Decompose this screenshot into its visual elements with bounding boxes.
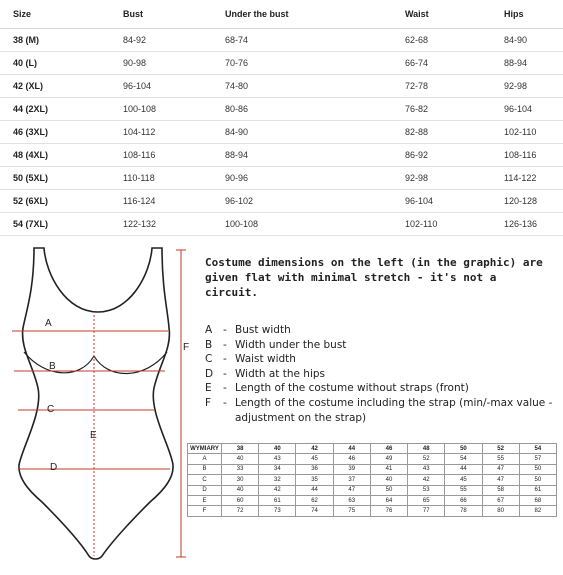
size-cell: 50 (5XL) (0, 166, 110, 189)
dimensions-cell: 36 (296, 464, 333, 474)
dimensions-cell: 42 (408, 475, 445, 485)
dimensions-cell: 41 (370, 464, 407, 474)
legend-key: F (205, 396, 212, 409)
legend-key: E (205, 382, 212, 395)
dimensions-cell: 47 (482, 475, 519, 485)
label-f: F (183, 342, 190, 353)
dimensions-header-cell: 46 (370, 444, 407, 454)
legend-key: C (205, 353, 213, 366)
dimensions-cell: 65 (408, 495, 445, 505)
size-cell: 96-104 (110, 74, 212, 97)
dimensions-cell: 53 (408, 485, 445, 495)
dimensions-row (188, 475, 557, 485)
size-row (0, 28, 563, 51)
legend-dash: - (223, 324, 227, 336)
cup-seam (24, 352, 167, 374)
dimensions-cell: 47 (482, 464, 519, 474)
size-cell: 90-96 (212, 166, 392, 189)
dimensions-cell: F (188, 506, 222, 516)
size-cell: 88-94 (491, 51, 563, 74)
size-cell: 86-92 (392, 143, 491, 166)
dimensions-cell: D (188, 485, 222, 495)
legend-key: B (205, 338, 213, 351)
header-waist: Waist (392, 0, 491, 28)
size-cell: 96-104 (491, 97, 563, 120)
dimensions-row (188, 506, 557, 516)
legend-text: Waist width (235, 353, 296, 366)
dimensions-cell: 55 (445, 485, 482, 495)
dimensions-table (187, 443, 557, 517)
size-cell: 96-102 (212, 189, 392, 212)
size-cell: 100-108 (212, 212, 392, 235)
dimensions-cell: 42 (259, 485, 296, 495)
size-row (0, 189, 563, 212)
size-row (0, 120, 563, 143)
dimensions-cell: 57 (519, 454, 556, 464)
dimensions-cell: 30 (222, 475, 259, 485)
size-cell: 102-110 (392, 212, 491, 235)
dimensions-cell: 49 (370, 454, 407, 464)
size-cell: 116-124 (110, 189, 212, 212)
dimensions-row (188, 495, 557, 505)
size-cell: 52 (6XL) (0, 189, 110, 212)
dimensions-header-cell: 54 (519, 444, 556, 454)
size-cell: 120-128 (491, 189, 563, 212)
dimensions-cell: 76 (370, 506, 407, 516)
size-cell: 54 (7XL) (0, 212, 110, 235)
dimensions-cell: 55 (482, 454, 519, 464)
dimensions-cell: 34 (259, 464, 296, 474)
dimensions-cell: 61 (519, 485, 556, 495)
dimensions-cell: 39 (333, 464, 370, 474)
size-row (0, 74, 563, 97)
dimensions-cell: E (188, 495, 222, 505)
size-row (0, 212, 563, 235)
dimensions-cell: 50 (519, 464, 556, 474)
dimensions-cell: 60 (222, 495, 259, 505)
size-cell: 126-136 (491, 212, 563, 235)
label-b: B (49, 361, 56, 372)
dimensions-cell: 35 (296, 475, 333, 485)
size-cell: 108-116 (110, 143, 212, 166)
legend-dash: - (223, 367, 227, 380)
size-cell: 84-90 (491, 28, 563, 51)
dimensions-cell: 37 (333, 475, 370, 485)
size-cell: 70-76 (212, 51, 392, 74)
dimensions-header-cell: 52 (482, 444, 519, 454)
header-under-bust: Under the bust (212, 0, 392, 28)
dimensions-cell: 46 (333, 454, 370, 464)
dimensions-cell: 61 (259, 495, 296, 505)
size-cell: 38 (M) (0, 28, 110, 51)
dimensions-header-cell: 42 (296, 444, 333, 454)
dimensions-cell: 44 (445, 464, 482, 474)
dimensions-cell: A (188, 454, 222, 464)
dimensions-row (188, 454, 557, 464)
dimensions-cell: 33 (222, 464, 259, 474)
size-cell: 100-108 (110, 97, 212, 120)
size-cell: 82-88 (392, 120, 491, 143)
dimensions-cell: 40 (222, 454, 259, 464)
dimensions-cell: 32 (259, 475, 296, 485)
dimensions-cell: 77 (408, 506, 445, 516)
size-cell: 44 (2XL) (0, 97, 110, 120)
size-chart-table (0, 0, 563, 236)
size-cell: 90-98 (110, 51, 212, 74)
label-a: A (45, 318, 52, 329)
size-row (0, 97, 563, 120)
dimensions-cell: 72 (222, 506, 259, 516)
legend-key: A (205, 324, 213, 336)
dimensions-cell: 43 (259, 454, 296, 464)
size-cell: 102-110 (491, 120, 563, 143)
dimensions-cell: 63 (333, 495, 370, 505)
size-cell: 96-104 (392, 189, 491, 212)
dimensions-header-cell: 38 (222, 444, 259, 454)
header-size: Size (0, 0, 110, 28)
size-cell: 114-122 (491, 166, 563, 189)
header-bust: Bust (110, 0, 212, 28)
dimensions-header-cell: WYMIARY (188, 444, 222, 454)
dimensions-cell: 74 (296, 506, 333, 516)
dimensions-row (188, 485, 557, 495)
dimensions-cell: B (188, 464, 222, 474)
dimensions-cell: 73 (259, 506, 296, 516)
dimensions-cell: 64 (370, 495, 407, 505)
legend-item (205, 367, 555, 382)
legend-text: Bust width (235, 324, 291, 336)
size-cell: 80-86 (212, 97, 392, 120)
legend-text: Width under the bust (235, 338, 347, 351)
dimensions-cell: 66 (445, 495, 482, 505)
dimensions-header-cell: 40 (259, 444, 296, 454)
size-cell: 88-94 (212, 143, 392, 166)
legend-text: Length of the costume without straps (front) (235, 382, 469, 395)
size-cell: 104-112 (110, 120, 212, 143)
dimensions-cell: 50 (370, 485, 407, 495)
size-cell: 72-78 (392, 74, 491, 97)
legend-key: D (205, 367, 214, 380)
label-e: E (90, 430, 97, 441)
size-cell: 84-92 (110, 28, 212, 51)
dimensions-cell: 43 (408, 464, 445, 474)
dimensions-cell: 47 (333, 485, 370, 495)
legend-item (205, 381, 555, 396)
dimensions-cell: 68 (519, 495, 556, 505)
size-row (0, 143, 563, 166)
caption-note: Costume dimensions on the left (in the graphic) are given flat with minimal stretch - it's not a circuit. (205, 256, 543, 299)
size-cell: 84-90 (212, 120, 392, 143)
size-cell: 68-74 (212, 28, 392, 51)
size-cell: 48 (4XL) (0, 143, 110, 166)
size-row (0, 51, 563, 74)
size-chart-header-row (0, 0, 563, 28)
dimensions-header-cell: 48 (408, 444, 445, 454)
dimensions-cell: 45 (445, 475, 482, 485)
size-cell: 66-74 (392, 51, 491, 74)
label-c: C (47, 404, 55, 415)
size-cell: 76-82 (392, 97, 491, 120)
legend-item (205, 323, 555, 338)
dimensions-cell: 82 (519, 506, 556, 516)
size-cell: 74-80 (212, 74, 392, 97)
dimensions-cell: C (188, 475, 222, 485)
legend-text: Length of the costume including the strap (min/-max value - adjustment on the strap) (235, 396, 553, 424)
dimensions-cell: 58 (482, 485, 519, 495)
dimensions-cell: 44 (296, 485, 333, 495)
dimensions-row (188, 464, 557, 474)
dimensions-cell: 50 (519, 475, 556, 485)
legend-item (205, 396, 555, 425)
label-d: D (50, 462, 58, 473)
dimensions-cell: 75 (333, 506, 370, 516)
swimsuit-diagram (0, 240, 200, 575)
dimensions-cell: 40 (370, 475, 407, 485)
dimensions-header-cell: 50 (445, 444, 482, 454)
dimensions-cell: 80 (482, 506, 519, 516)
dimensions-cell: 54 (445, 454, 482, 464)
dimensions-header-row (188, 444, 557, 454)
size-cell: 110-118 (110, 166, 212, 189)
legend-item (205, 352, 555, 367)
body-outline (19, 248, 173, 559)
size-cell: 122-132 (110, 212, 212, 235)
legend-dash: - (223, 382, 227, 395)
size-row (0, 166, 563, 189)
size-cell: 108-116 (491, 143, 563, 166)
size-cell: 92-98 (392, 166, 491, 189)
size-cell: 46 (3XL) (0, 120, 110, 143)
size-cell: 92-98 (491, 74, 563, 97)
dimensions-cell: 62 (296, 495, 333, 505)
size-cell: 42 (XL) (0, 74, 110, 97)
dimensions-cell: 52 (408, 454, 445, 464)
measurement-legend (205, 323, 555, 425)
dimensions-cell: 67 (482, 495, 519, 505)
legend-dash: - (223, 338, 227, 351)
size-cell: 40 (L) (0, 51, 110, 74)
legend-dash: - (223, 396, 227, 409)
dimensions-cell: 78 (445, 506, 482, 516)
size-cell: 62-68 (392, 28, 491, 51)
dimensions-header-cell: 44 (333, 444, 370, 454)
legend-text: Width at the hips (235, 367, 326, 380)
header-hips: Hips (491, 0, 563, 28)
dimensions-cell: 45 (296, 454, 333, 464)
dimensions-cell: 40 (222, 485, 259, 495)
legend-item (205, 338, 555, 353)
swimsuit-outline (0, 240, 200, 575)
legend-dash: - (223, 353, 227, 366)
